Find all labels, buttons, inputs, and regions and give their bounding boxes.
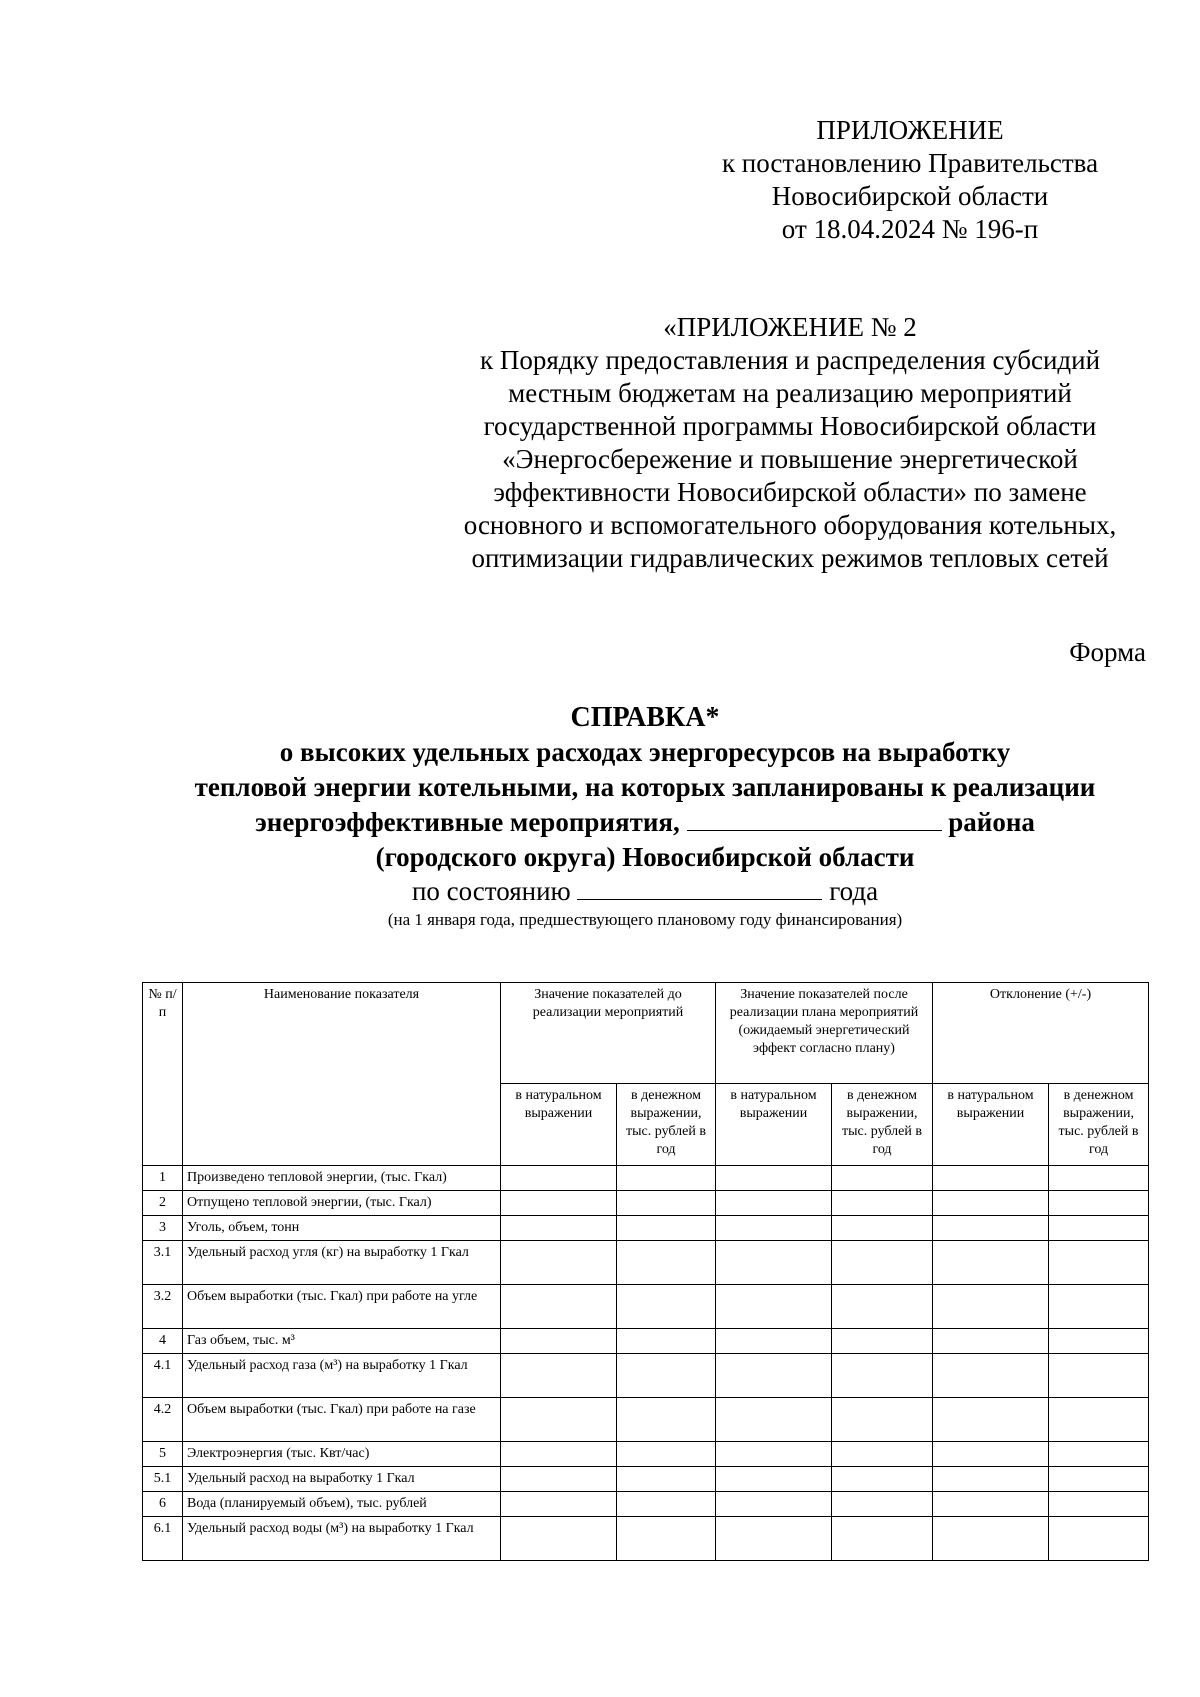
value-cell[interactable] <box>832 1398 933 1442</box>
document-title-block <box>80 700 1200 932</box>
value-cell[interactable] <box>933 1329 1049 1354</box>
date-blank-field[interactable] <box>577 875 822 900</box>
value-cell[interactable] <box>617 1492 716 1517</box>
row-indicator: Отпущено тепловой энергии, (тыс. Гкал) <box>183 1191 501 1216</box>
value-cell[interactable] <box>1049 1354 1149 1398</box>
row-indicator: Вода (планируемый объем), тыс. рублей <box>183 1492 501 1517</box>
value-cell[interactable] <box>1049 1492 1149 1517</box>
table-row <box>143 1191 1149 1216</box>
value-cell[interactable] <box>1049 1329 1149 1354</box>
value-cell[interactable] <box>1049 1241 1149 1285</box>
value-cell[interactable] <box>933 1517 1049 1561</box>
appendix-2-header <box>430 311 1150 575</box>
value-cell[interactable] <box>617 1517 716 1561</box>
value-cell[interactable] <box>933 1442 1049 1467</box>
row-indicator: Электроэнергия (тыс. Квт/час) <box>183 1442 501 1467</box>
value-cell[interactable] <box>501 1442 617 1467</box>
row-number: 5.1 <box>143 1467 183 1492</box>
row-indicator: Удельный расход угля (кг) на выработку 1 Гкал <box>183 1241 501 1285</box>
value-cell[interactable] <box>617 1216 716 1241</box>
title-line: (городского округа) Новосибирской области <box>375 842 915 872</box>
header-before: Значение показателей до реализации мероприятий <box>501 983 716 1084</box>
value-cell[interactable] <box>1049 1517 1149 1561</box>
table-row <box>143 1354 1149 1398</box>
appendix-2-title: «ПРИЛОЖЕНИЕ № 2 <box>663 312 917 342</box>
table-row <box>143 1517 1149 1561</box>
form-label: Форма <box>1069 637 1146 667</box>
district-blank-field[interactable] <box>687 806 942 831</box>
value-cell[interactable] <box>832 1517 933 1561</box>
row-number: 6 <box>143 1492 183 1517</box>
value-cell[interactable] <box>933 1241 1049 1285</box>
value-cell[interactable] <box>832 1354 933 1398</box>
indicator-table <box>142 982 1149 1561</box>
value-cell[interactable] <box>716 1166 832 1191</box>
appendix-2-line: эффективности Новосибирской области» по замене <box>493 477 1087 507</box>
subheader-natural: в натуральном выражении <box>933 1084 1049 1166</box>
value-cell[interactable] <box>501 1517 617 1561</box>
value-cell[interactable] <box>1049 1285 1149 1329</box>
subheader-money: в денежном выражении, тыс. рублей в год <box>617 1084 716 1166</box>
subheader-money: в денежном выражении, тыс. рублей в год <box>832 1084 933 1166</box>
value-cell[interactable] <box>933 1398 1049 1442</box>
row-number: 3.2 <box>143 1285 183 1329</box>
table-row <box>143 1398 1149 1442</box>
appendix-2-line: «Энергосбережение и повышение энергетической <box>502 444 1078 474</box>
table-row <box>143 1329 1149 1354</box>
value-cell[interactable] <box>501 1398 617 1442</box>
value-cell[interactable] <box>716 1442 832 1467</box>
value-cell[interactable] <box>832 1166 933 1191</box>
value-cell[interactable] <box>933 1285 1049 1329</box>
state-note: (на 1 января года, предшествующего плановому году финансирования) <box>387 910 903 929</box>
value-cell[interactable] <box>501 1492 617 1517</box>
value-cell[interactable] <box>501 1285 617 1329</box>
value-cell[interactable] <box>716 1467 832 1492</box>
appendix-2-line: основного и вспомогательного оборудования котельных, <box>463 510 1117 540</box>
value-cell[interactable] <box>1049 1166 1149 1191</box>
header-deviation: Отклонение (+/-) <box>933 983 1149 1084</box>
header-after: Значение показателей после реализации плана мероприятий (ожидаемый энергетический эффект согласно плану) <box>716 983 933 1084</box>
row-number: 3.1 <box>143 1241 183 1285</box>
row-number: 4 <box>143 1329 183 1354</box>
header-number: № п/п <box>143 983 183 1166</box>
title-line-with-blank <box>80 805 1200 840</box>
value-cell[interactable] <box>716 1517 832 1561</box>
row-number: 1 <box>143 1166 183 1191</box>
value-cell[interactable] <box>933 1467 1049 1492</box>
subheader-natural: в натуральном выражении <box>501 1084 617 1166</box>
value-cell[interactable] <box>716 1216 832 1241</box>
value-cell[interactable] <box>501 1467 617 1492</box>
document-title: СПРАВКА* <box>570 702 720 733</box>
value-cell[interactable] <box>501 1354 617 1398</box>
table-row <box>143 1467 1149 1492</box>
row-number: 4.2 <box>143 1398 183 1442</box>
table-row <box>143 1492 1149 1517</box>
value-cell[interactable] <box>832 1216 933 1241</box>
appendix-2-line: оптимизации гидравлических режимов тепловых сетей <box>471 543 1109 573</box>
value-cell[interactable] <box>617 1467 716 1492</box>
row-indicator: Объем выработки (тыс. Гкал) при работе на газе <box>183 1398 501 1442</box>
value-cell[interactable] <box>1049 1191 1149 1216</box>
value-cell[interactable] <box>617 1166 716 1191</box>
value-cell[interactable] <box>617 1398 716 1442</box>
row-number: 4.1 <box>143 1354 183 1398</box>
value-cell[interactable] <box>617 1354 716 1398</box>
value-cell[interactable] <box>617 1329 716 1354</box>
appendix-2-line: к Порядку предоставления и распределения субсидий <box>479 345 1101 375</box>
table-row <box>143 1285 1149 1329</box>
title-line: о высоких удельных расходах энергоресурсов на выработку <box>279 737 1011 767</box>
value-cell[interactable] <box>716 1398 832 1442</box>
row-number: 5 <box>143 1442 183 1467</box>
subheader-money: в денежном выражении, тыс. рублей в год <box>1049 1084 1149 1166</box>
value-cell[interactable] <box>716 1241 832 1285</box>
value-cell[interactable] <box>501 1241 617 1285</box>
row-indicator: Произведено тепловой энергии, (тыс. Гкал) <box>183 1166 501 1191</box>
value-cell[interactable] <box>933 1354 1049 1398</box>
appendix-line: Новосибирской области <box>771 181 1049 211</box>
value-cell[interactable] <box>832 1492 933 1517</box>
state-label: по состоянию <box>411 876 571 906</box>
row-number: 3 <box>143 1216 183 1241</box>
value-cell[interactable] <box>617 1442 716 1467</box>
value-cell[interactable] <box>1049 1216 1149 1241</box>
value-cell[interactable] <box>832 1285 933 1329</box>
row-indicator: Удельный расход на выработку 1 Гкал <box>183 1467 501 1492</box>
row-number: 6.1 <box>143 1517 183 1561</box>
value-cell[interactable] <box>617 1241 716 1285</box>
value-cell[interactable] <box>716 1329 832 1354</box>
appendix-title: ПРИЛОЖЕНИЕ <box>816 115 1004 145</box>
state-year-label: года <box>829 876 879 906</box>
value-cell[interactable] <box>716 1285 832 1329</box>
row-indicator: Объем выработки (тыс. Гкал) при работе на угле <box>183 1285 501 1329</box>
value-cell[interactable] <box>617 1191 716 1216</box>
table-row <box>143 1241 1149 1285</box>
table-row <box>143 1216 1149 1241</box>
value-cell[interactable] <box>716 1191 832 1216</box>
table-row <box>143 1166 1149 1191</box>
value-cell[interactable] <box>832 1442 933 1467</box>
value-cell[interactable] <box>832 1191 933 1216</box>
value-cell[interactable] <box>933 1191 1049 1216</box>
value-cell[interactable] <box>933 1492 1049 1517</box>
state-date-line <box>80 875 1200 908</box>
appendix-header <box>680 114 1140 246</box>
row-indicator: Уголь, объем, тонн <box>183 1216 501 1241</box>
value-cell[interactable] <box>716 1492 832 1517</box>
value-cell[interactable] <box>832 1241 933 1285</box>
header-indicator-name: Наименование показателя <box>183 983 501 1166</box>
row-indicator: Удельный расход воды (м³) на выработку 1 Гкал <box>183 1517 501 1561</box>
row-indicator: Удельный расход газа (м³) на выработку 1 Гкал <box>183 1354 501 1398</box>
appendix-2-line: государственной программы Новосибирской области <box>483 411 1097 441</box>
title-line: тепловой энергии котельными, на которых запланированы к реализации <box>194 772 1096 802</box>
value-cell[interactable] <box>501 1216 617 1241</box>
appendix-line: к постановлению Правительства <box>721 148 1099 178</box>
subheader-natural: в натуральном выражении <box>716 1084 832 1166</box>
value-cell[interactable] <box>933 1166 1049 1191</box>
value-cell[interactable] <box>832 1329 933 1354</box>
value-cell[interactable] <box>933 1216 1049 1241</box>
value-cell[interactable] <box>617 1285 716 1329</box>
value-cell[interactable] <box>1049 1467 1149 1492</box>
value-cell[interactable] <box>716 1354 832 1398</box>
value-cell[interactable] <box>501 1166 617 1191</box>
value-cell[interactable] <box>832 1467 933 1492</box>
title-line-start: энергоэффективные мероприятия, <box>255 807 680 837</box>
row-indicator: Газ объем, тыс. м³ <box>183 1329 501 1354</box>
title-line-end: района <box>948 807 1035 837</box>
row-number: 2 <box>143 1191 183 1216</box>
value-cell[interactable] <box>1049 1442 1149 1467</box>
value-cell[interactable] <box>1049 1398 1149 1442</box>
appendix-line: от 18.04.2024 № 196-п <box>781 214 1039 244</box>
value-cell[interactable] <box>501 1191 617 1216</box>
value-cell[interactable] <box>501 1329 617 1354</box>
table-row <box>143 1442 1149 1467</box>
appendix-2-line: местным бюджетам на реализацию мероприятий <box>508 378 1072 408</box>
